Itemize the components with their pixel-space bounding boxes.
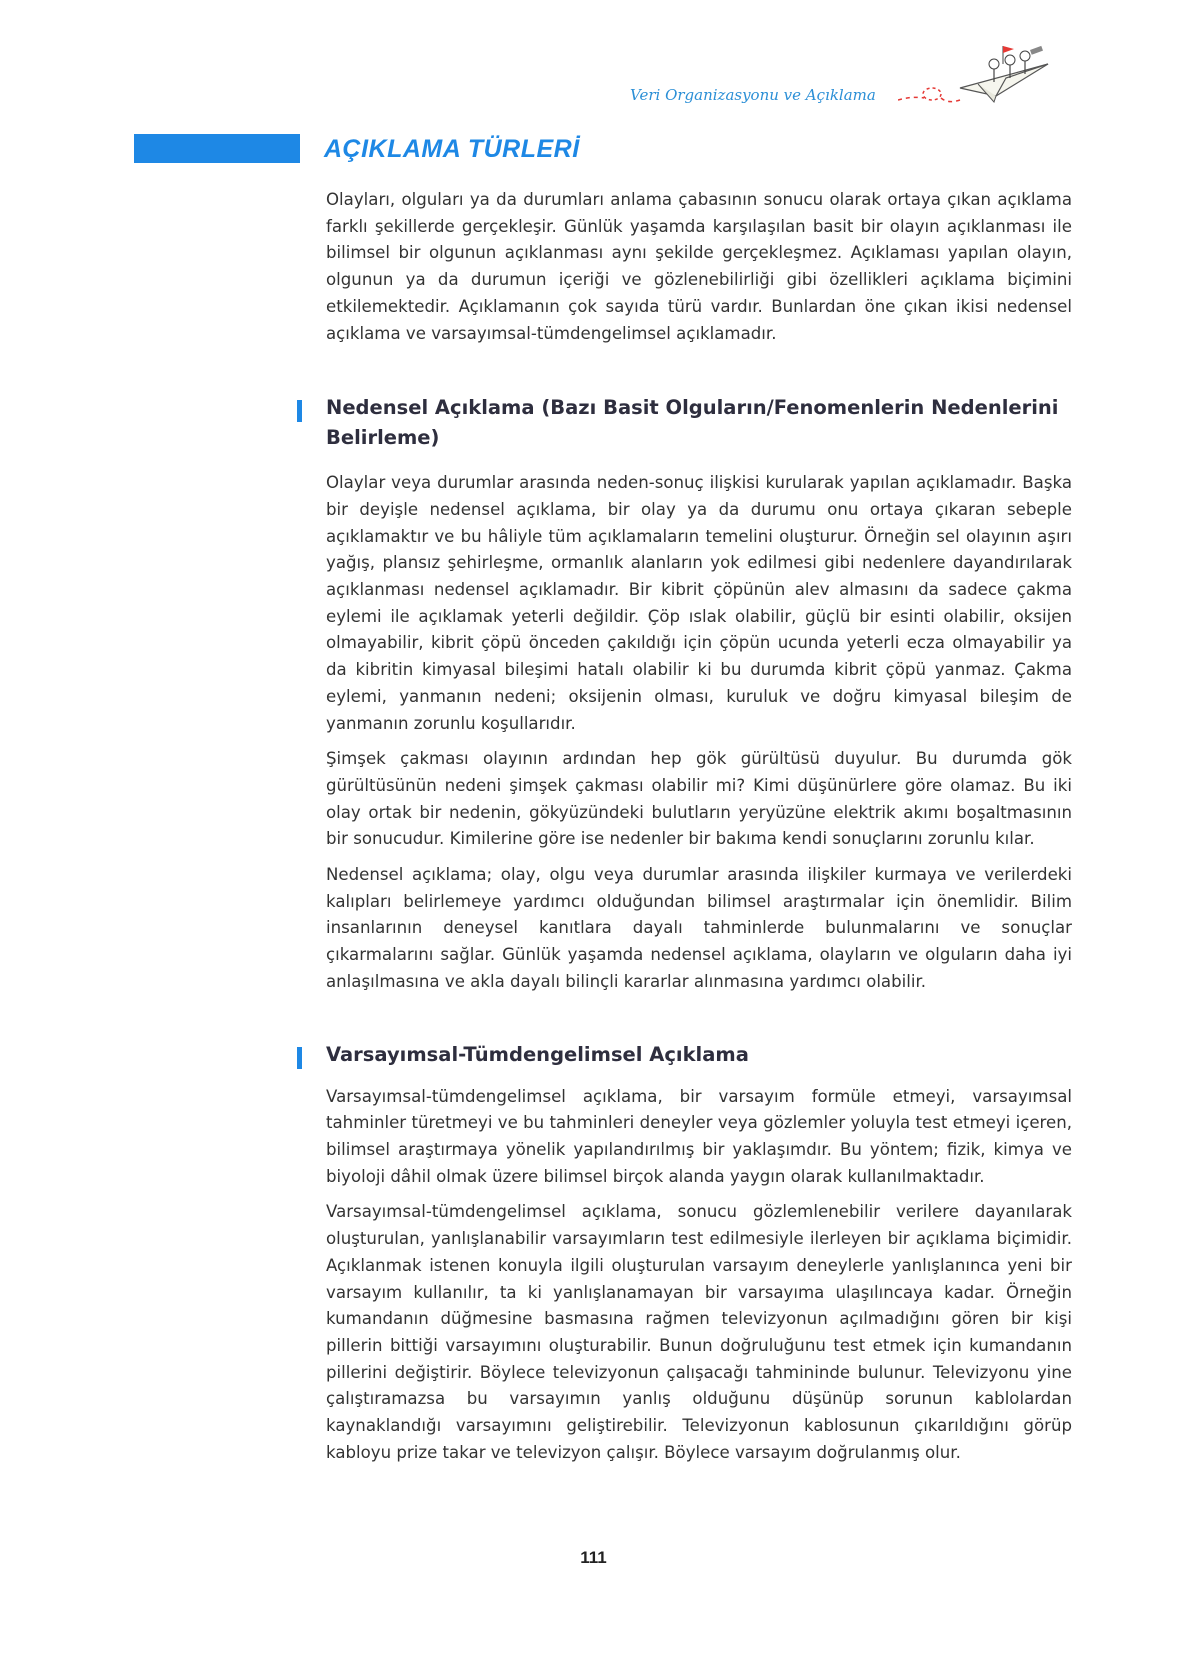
subsection-title: Nedensel Açıklama (Bazı Basit Olguların/Fenomenlerin Nedenlerini Belirleme) [326, 396, 1059, 450]
intro-paragraph: Olayları, olguları ya da durumları anlama çabasının sonucu olarak ortaya çıkan açıklama farklı şekillerde gerçekleşir. Günlük yaşamda karşılaşılan basit bir olayın açıklanması ile bilimsel bir olgunun açıklanması aynı şekilde gerçekleşmez. Açıklaması yapılan olayın, olgunun ya da durumun içeriği ve gözlenebilirliği gibi özellikleri açıklama biçimini etkilemektedir. Açıklamanın çok sayıda türü vardır. Bunlardan öne çıkan ikisi nedensel açıklama ve varsayımsal-tümdengelimsel açıklamadır. [326, 190, 1072, 343]
running-head: Veri Organizasyonu ve Açıklama [630, 86, 876, 104]
paragraph: Varsayımsal-tümdengelimsel açıklama, bir varsayım formüle etmeyi, varsayımsal tahminler türetmeyi ve bu tahminleri deneyler veya gözlemler yoluyla test etmeyi içeren, bilimsel araştırmaya yönelik yapılandırılmış bir yaklaşımdır. Bu yöntem; fizik, kimya ve biyoloji dâhil olmak üzere bilimsel birçok alanda yaygın olarak kullanılmaktadır. [326, 1086, 1072, 1186]
subsection-marker [297, 400, 302, 422]
section-title: AÇIKLAMA TÜRLERİ [324, 135, 580, 163]
paragraph: Olaylar veya durumlar arasında neden-sonuç ilişkisi kurularak yapılan açıklamadır. Başka bir deyişle nedensel açıklama, bir olay ya da durumu onu ortaya çıkaran sebeple açıklamaktır ve bu hâliyle tüm açıklamaların temelini oluşturur. Örneğin sel olayının aşırı yağış, plansız şehirleşme, ormanlık alanların yok edilmesi gibi nedenlere dayandırılarak açıklanması nedensel açıklamadır. Bir kibrit çöpünün alev almasını da sadece çakma eylemi ile açıklamak yeterli değildir. Çöp ıslak olabilir, güçlü bir esinti olabilir, oksijen olmayabilir, kibrit çöpü önceden çakıldığı için çöpün ucunda yeterli ecza olmayabilir ya da kibritin kimyasal bileşimi hatalı olabilir ki bu durumda kibrit çöpü yanmaz. Çakma eylemi, yanmanın nedeni; oksijenin olması, kuruluk ve doğru kimyasal bileşim de yanmanın zorunlu koşullarıdır. [326, 473, 1072, 733]
subsection-title: Varsayımsal-Tümdengelimsel Açıklama [326, 1042, 749, 1066]
subsection-hypothetico-deductive [326, 1040, 1072, 1070]
paper-plane-with-children-icon [898, 44, 1088, 116]
subsection-marker [297, 1047, 302, 1069]
section-title-bar [134, 134, 300, 163]
paragraph: Nedensel açıklama; olay, olgu veya durumlar arasında ilişkiler kurmaya ve verilerdeki kalıpları belirlemeye yardımcı olduğundan bilimsel araştırmalar için önemlidir. Bilim insanlarının deneysel kanıtlara dayalı tahminlerde bulunmalarını ve sonuçlar çıkarmalarını sağlar. Günlük yaşamda nedensel açıklama, olayların ve olguların daha iyi anlaşılmasına ve akla dayalı bilinçli kararlar alınmasına yardımcı olabilir. [326, 865, 1072, 991]
paragraph: Şimşek çakması olayının ardından hep gök gürültüsü duyulur. Bu durumda gök gürültüsünün nedeni şimşek çakması olabilir mi? Kimi düşünürlere göre olamaz. Bu iki olay ortak bir nedenin, gökyüzündeki bulutların yeryüzüne elektrik akımı boşaltmasının bir sonucudur. Kimilerine göre ise nedenler bir bakıma kendi sonuçlarını zorunlu kılar. [326, 749, 1072, 849]
subsection-causal-explanation [326, 393, 1072, 453]
paragraph: Varsayımsal-tümdengelimsel açıklama, sonucu gözlemlenebilir verilere dayanılarak oluşturulan, yanlışlanabilir varsayımların test edilmesiyle ilerleyen bir açıklama biçimidir. Açıklanmak istenen konuyla ilgili oluşturulan varsayım deneylerle yanlışlanınca yeni bir varsayım kullanılır, ta ki yanlışlanamayan bir varsayıma ulaşılıncaya kadar. Örneğin kumandanın düğmesine basmasına rağmen televizyonun açılmadığını gören bir kişi pillerin bittiği varsayımını oluşturabilir. Bunun doğruluğunu test etmek için kumandanın pillerini değiştirir. Böylece televizyonun çalışacağı tahmininde bulunur. Televizyonu yine çalıştıramazsa bu varsayımın yanlış olduğunu düşünüp sorunun kablolardan kaynaklandığı varsayımını geliştirebilir. Televizyonun kablosunun çıkarıldığını görüp kabloyu prize takar ve televizyon çalışır. Böylece varsayım doğrulanmış olur. [326, 1202, 1072, 1462]
page-number: 111 [580, 1548, 607, 1567]
main-content [326, 187, 1072, 1475]
